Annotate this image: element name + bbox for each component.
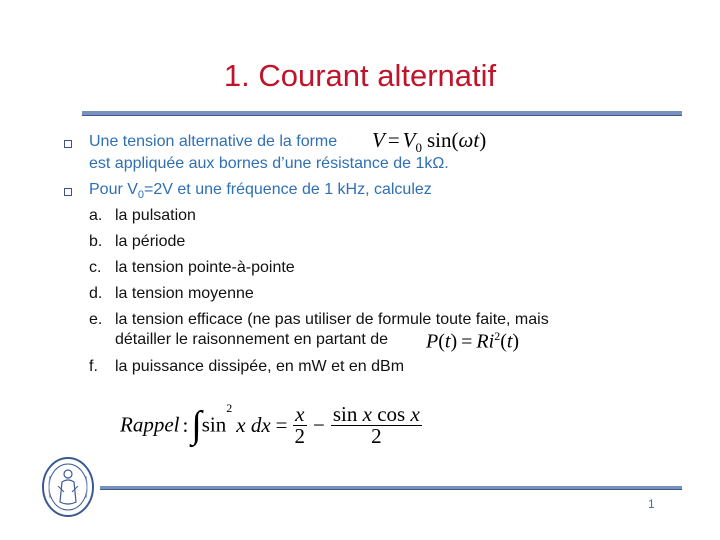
slide-title: 1. Courant alternatif [223, 58, 497, 93]
item-c-marker: c. [89, 259, 102, 276]
item-e-text: la tension efficace (ne pas utiliser de formule toute faite, mais [115, 311, 549, 328]
footer-divider [100, 486, 682, 490]
item-f-marker: f. [89, 358, 98, 375]
item-e-text-line-2: détailler le raisonnement en partant de [115, 331, 389, 348]
fraction-x-over-2: $\frac{x}{2}$ [294, 401, 306, 448]
bullet-square-icon [64, 140, 72, 148]
rappel-formula: Rappel $:\int\sin^2x$ dx = $\frac{x}{2}$ − $\frac{\text{sin x cos x}}{2}$ [120, 401, 420, 448]
page-number: 1 [648, 497, 655, 511]
power-formula: $P(t) = Ri^2(t)$ [426, 329, 520, 353]
university-seal-icon [40, 456, 96, 518]
item-b-text: la période [115, 233, 186, 250]
voltage-formula: $V = V_0$ sin(ωt) [372, 128, 487, 156]
title-divider [82, 111, 682, 116]
bullet-1-line-1: Une tension alternative de la forme [89, 133, 338, 150]
item-b-marker: b. [89, 233, 103, 250]
item-e-marker: e. [89, 311, 103, 328]
item-a-marker: a. [89, 207, 103, 224]
item-a-text: la pulsation [115, 207, 196, 224]
item-d-marker: d. [89, 285, 103, 302]
item-f-text: la puissance dissipée, en mW et en dBm [115, 358, 405, 375]
item-c-text: la tension pointe-à-pointe [115, 259, 295, 276]
bullet-2-text: Pour $V_0=2V$ et une fréquence de 1 kHz, calculez [89, 181, 432, 202]
bullet-1-line-2: est appliquée aux bornes d’une résistance de 1kΩ. [89, 155, 449, 172]
bullet-square-icon [64, 188, 72, 196]
fraction-sinx-cosx-over-2: $\frac{\text{sin x cos x}}{2}$ [332, 401, 420, 448]
item-d-text: la tension moyenne [115, 285, 254, 302]
